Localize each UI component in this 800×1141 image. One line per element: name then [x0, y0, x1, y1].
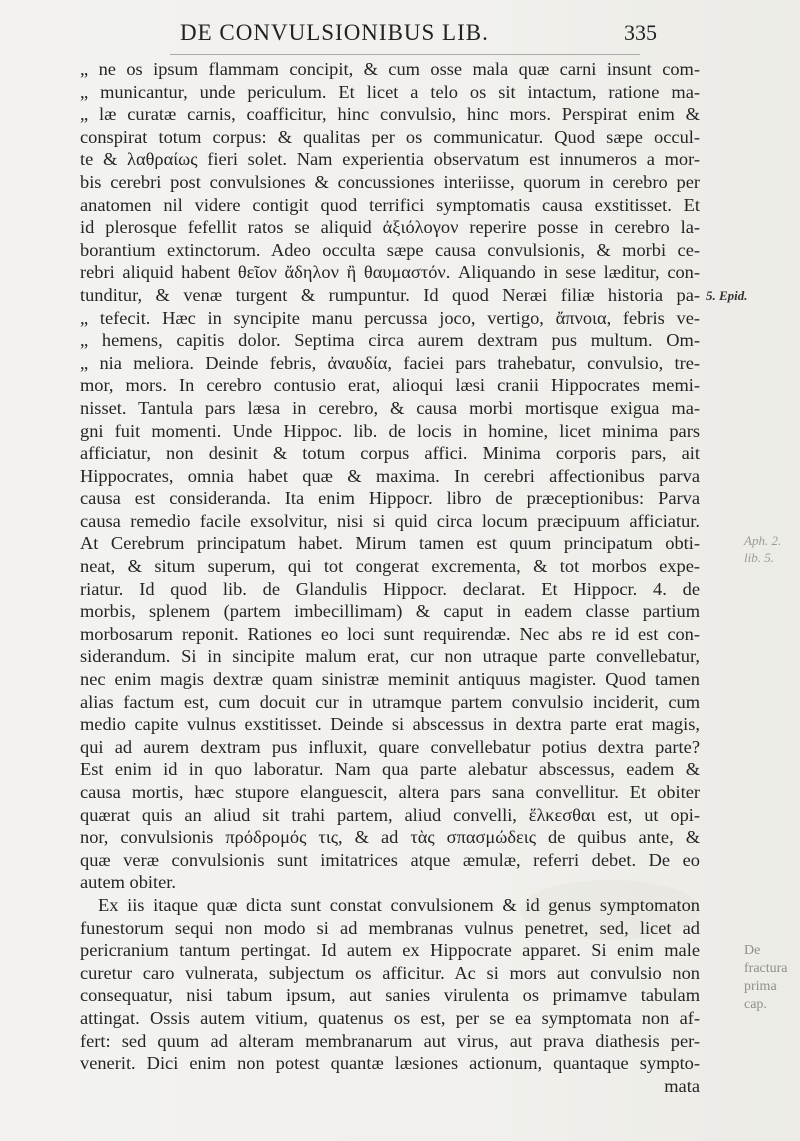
text-line: morbis, splenem (partem imbecillimam) & caput in eadem classe partium — [80, 601, 700, 622]
text-line: tunditur, & venæ turgent & rumpuntur. Id quod Neræi filiæ historia pa- — [80, 284, 700, 305]
body-text — [80, 58, 700, 1097]
margin-note-de-fractura: De fractura prima cap. — [744, 943, 788, 1012]
text-line: Est enim id in quo laboratur. Nam qua parte alebatur abscessus, eadem & — [80, 759, 700, 780]
text-line: „ ne os ipsum flammam concipit, & cum osse mala quæ carni insunt com- — [80, 59, 700, 79]
text-line: te & λαθραίως fieri solet. Nam experientia observatum est innumeros a mor- — [80, 149, 700, 170]
text-line: gni fuit momenti. Unde Hippoc. lib. de locis in homine, licet minima pars — [80, 420, 700, 441]
text-line: medio capite vulnus exstitisset. Deinde si abscessus in dextra parte erat magis, — [80, 714, 700, 735]
text-line: causa remedio facile exsolvitur, nisi si quid circa locum præcipuum afficiatur. — [80, 510, 700, 531]
text-line: „ municantur, unde periculum. Et licet a telo os sit intactum, ratione ma- — [80, 81, 700, 102]
text-line: fert: sed quum ad alteram membranarum aut virus, aut prava diathesis per- — [80, 1030, 700, 1051]
text-line: „ tefecit. Hæc in syncipite manu percussa joco, vertigo, ἄπνοια, febris ve- — [80, 307, 700, 328]
text-line: „ læ curatæ carnis, coafficitur, hinc convulsio, hinc mors. Perspirat enim & — [80, 104, 700, 125]
text-line: „ hemens, capitis dolor. Septima circa aurem dextram pus multum. Om- — [80, 330, 700, 351]
text-line: Hippocrates, omnia habet quæ & maxima. In cerebri affectionibus parva — [80, 465, 700, 486]
text-line: alias factum est, cum docuit cur in utramque partem convulsio inciderit, cum — [80, 691, 700, 712]
text-line: quærat quis an aliud sit trahi partem, aliud convelli, ἕλκεσθαι est, ut opi- — [80, 804, 700, 825]
text-line: anatomen nil videre contigit quod terrifici symptomatis causa exstitisset. Et — [80, 194, 700, 215]
text-line: bis cerebri post convulsiones & concussiones interiisse, quorum in cerebro per — [80, 171, 700, 192]
text-line: nisset. Tantula pars læsa in cerebro, & causa morbi mortisque exigua ma- — [80, 397, 700, 418]
running-title: DE CONVULSIONIBUS LIB. — [180, 20, 489, 45]
text-line: funestorum sequi non modo si ad membranas vulnus penetret, sed, licet ad — [80, 917, 700, 938]
text-line: quæ veræ convulsionis sunt imitatrices atque æmulæ, referri debet. De eo — [80, 849, 700, 870]
text-line: venerit. Dici enim non potest quantæ læsiones actionum, quantaque sympto- — [80, 1053, 700, 1074]
text-line: qui ad aurem dextram pus influxit, quare convellebatur potius dextra parte? — [80, 736, 700, 757]
text-line: nor, convulsionis πρόδρομός τις, & ad τὰς σπασμώδεις de quibus ante, & — [80, 827, 700, 848]
text-line: siderandum. Si in sincipite malum erat, cur non utraque parte convellebatur, — [80, 646, 700, 667]
text-line: pericranium tantum pertingat. Id autem ex Hippocrate apparet. Si enim male — [80, 940, 700, 961]
text-line: conspirat totum corpus: & qualitas per os communicatur. Quod sæpe occul- — [80, 126, 700, 147]
text-line: attingat. Ossis autem vitium, quatenus os est, per se ea symptomata non af- — [80, 1007, 700, 1028]
text-line: borantium extinctorum. Adeo occulta sæpe causa convulsionis, & morbi ce- — [80, 239, 700, 260]
text-line: causa mortis, hæc stupore elanguescit, altera pars sana convellitur. Et obiter — [80, 782, 700, 802]
text-line: Ex iis itaque quæ dicta sunt constat convulsionem & id genus symptomaton — [98, 894, 700, 915]
text-line: afficiatur, non desinit & totum corpus affici. Minima corporis pars, ait — [80, 443, 700, 464]
text-line: At Cerebrum principatum habet. Mirum tamen est quum principatum obti- — [80, 533, 700, 554]
text-line: morbosarum reponit. Rationes eo loci sunt requirendæ. Nec abs re id est con- — [80, 623, 700, 644]
margin-note-aph: Aph. 2. lib. 5. — [744, 533, 782, 565]
text-line: rebri aliquid habent θεῖον ἄδηλον ἢ θαυμαστόν. Aliquando in sese læditur, con- — [80, 262, 700, 283]
text-line: nec enim magis dextræ quam sinistræ meminit antiquus magister. Quod tamen — [80, 669, 700, 690]
page-number: 335 — [624, 20, 657, 45]
catchword: mata — [664, 1075, 700, 1096]
header-rule — [170, 54, 640, 55]
text-line: mor, mors. In cerebro contusio erat, alioqui læsi cranii Hippocrates memi- — [80, 375, 700, 396]
text-line: autem obiter. — [80, 872, 177, 893]
margin-note-epid: 5. Epid. — [706, 288, 748, 303]
text-line: causa est consideranda. Ita enim Hippocr. libro de præceptionibus: Parva — [80, 488, 700, 509]
text-line: neat, & situm superum, qui tot congerat excrementa, & tot morbos expe- — [80, 556, 700, 577]
text-line: id plerosque fefellit ratos se aliquid ἀξιόλογον reperire posse in cerebro la- — [80, 217, 700, 238]
text-line: consequatur, nisi tabum ipsum, aut sanies virulenta os primamve tabulam — [80, 985, 700, 1006]
text-line: „ nia meliora. Deinde febris, ἀναυδία, faciei pars trahebatur, convulsio, tre- — [80, 352, 700, 373]
running-header — [0, 14, 800, 48]
text-line: curetur caro vulnerata, subjectum os afficitur. Ac si mors aut convulsio non — [80, 962, 700, 983]
text-line: riatur. Id quod lib. de Glandulis Hippocr. declarat. Et Hippocr. 4. de — [80, 578, 700, 599]
